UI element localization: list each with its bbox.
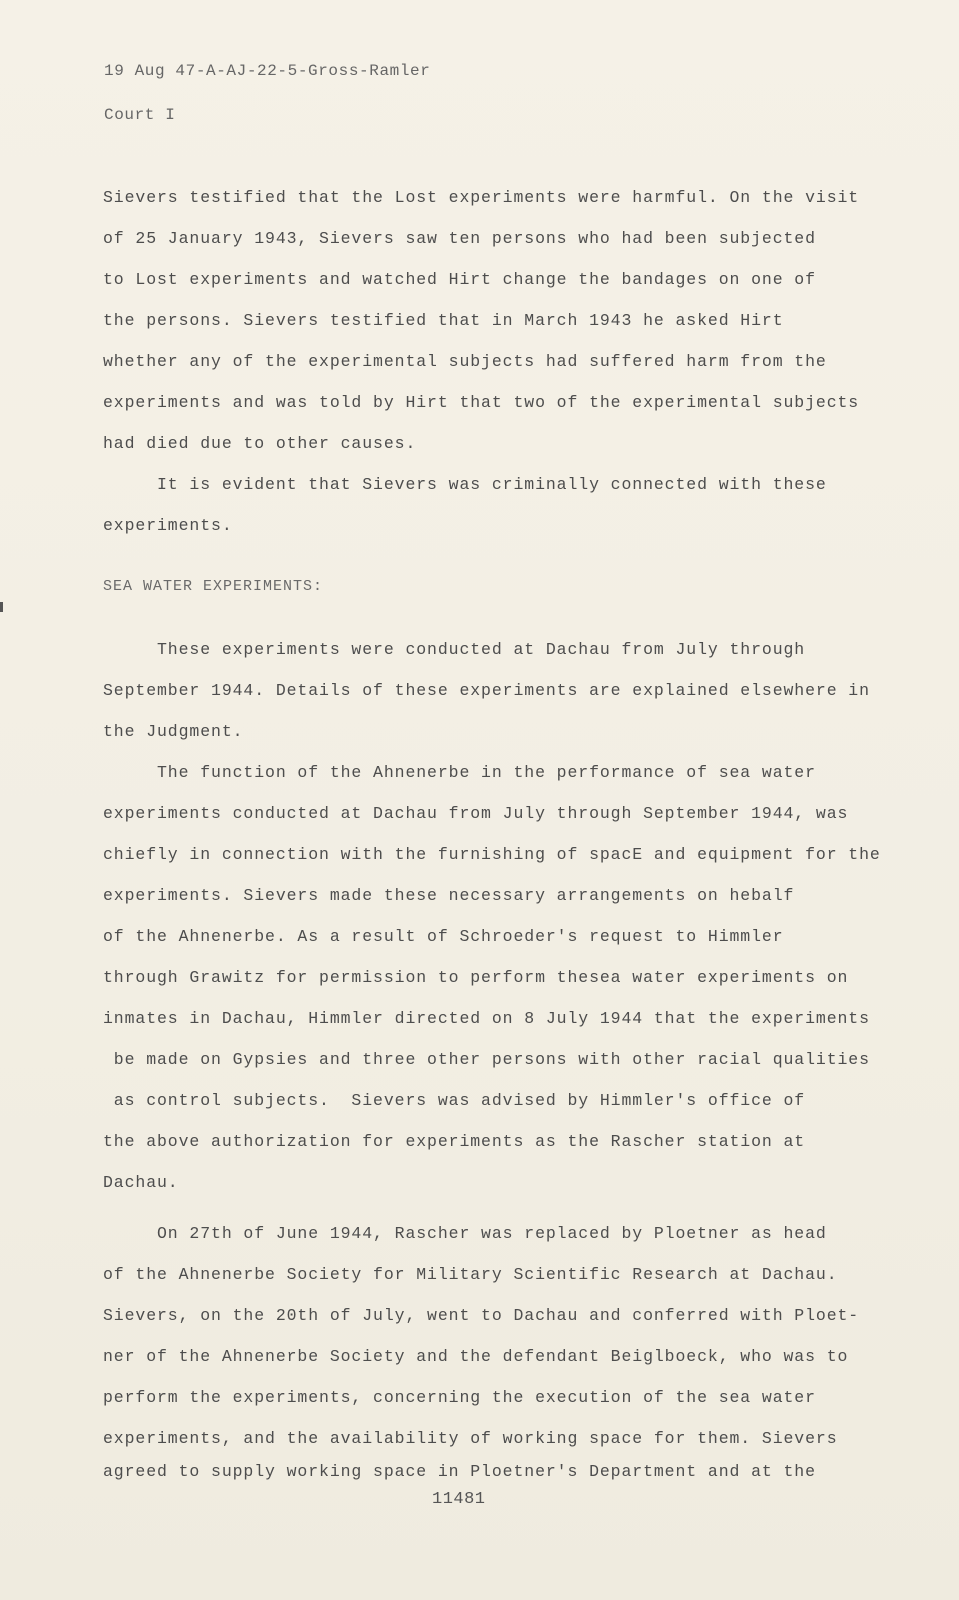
text-line: through Grawitz for permission to perform thesea water experiments on: [103, 968, 849, 987]
text-line: of the Ahnenerbe Society for Military Scientific Research at Dachau.: [103, 1265, 838, 1284]
text-line: On 27th of June 1944, Rascher was replaced by Ploetner as head: [103, 1224, 827, 1243]
text-line: perform the experiments, concerning the execution of the sea water: [103, 1388, 816, 1407]
text-line: experiments conducted at Dachau from July through September 1944, was: [103, 804, 849, 823]
text-line: chiefly in connection with the furnishing of spacE and equipment for the: [103, 845, 881, 864]
text-line: experiments. Sievers made these necessary arrangements on hebalf: [103, 886, 795, 905]
text-line: ner of the Ahnenerbe Society and the defendant Beiglboeck, who was to: [103, 1347, 849, 1366]
text-line: agreed to supply working space in Ploetner's Department and at the: [103, 1462, 816, 1481]
text-line: whether any of the experimental subjects had suffered harm from the: [103, 352, 827, 371]
court-label: Court I: [104, 106, 176, 124]
text-line: inmates in Dachau, Himmler directed on 8 July 1944 that the experiments: [103, 1009, 870, 1028]
text-line: Sievers, on the 20th of July, went to Dachau and conferred with Ploet-: [103, 1306, 860, 1325]
text-line: as control subjects. Sievers was advised by Himmler's office of: [103, 1091, 806, 1110]
text-line: of 25 January 1943, Sievers saw ten persons who had been subjected: [103, 229, 816, 248]
text-line: experiments.: [103, 516, 233, 535]
text-line: These experiments were conducted at Dachau from July through: [103, 640, 806, 659]
text-line: the Judgment.: [103, 722, 244, 741]
text-line: Dachau.: [103, 1173, 179, 1192]
text-line: of the Ahnenerbe. As a result of Schroeder's request to Himmler: [103, 927, 784, 946]
page-number: 11481: [432, 1490, 486, 1509]
text-line: experiments, and the availability of working space for them. Sievers: [103, 1429, 838, 1448]
document-reference: 19 Aug 47-A-AJ-22-5-Gross-Ramler: [104, 62, 431, 80]
text-line: the above authorization for experiments as the Rascher station at: [103, 1132, 806, 1151]
text-line: Sievers testified that the Lost experiments were harmful. On the visit: [103, 188, 860, 207]
text-line: to Lost experiments and watched Hirt change the bandages on one of: [103, 270, 816, 289]
section-heading: SEA WATER EXPERIMENTS:: [103, 578, 324, 595]
text-line: be made on Gypsies and three other persons with other racial qualities: [103, 1050, 870, 1069]
text-line: It is evident that Sievers was criminally connected with these: [103, 475, 827, 494]
text-line: the persons. Sievers testified that in March 1943 he asked Hirt: [103, 311, 784, 330]
text-line: September 1944. Details of these experiments are explained elsewhere in: [103, 681, 870, 700]
text-line: experiments and was told by Hirt that two of the experimental subjects: [103, 393, 860, 412]
text-line: The function of the Ahnenerbe in the performance of sea water: [103, 763, 816, 782]
text-line: had died due to other causes.: [103, 434, 417, 453]
margin-mark: [0, 602, 3, 612]
